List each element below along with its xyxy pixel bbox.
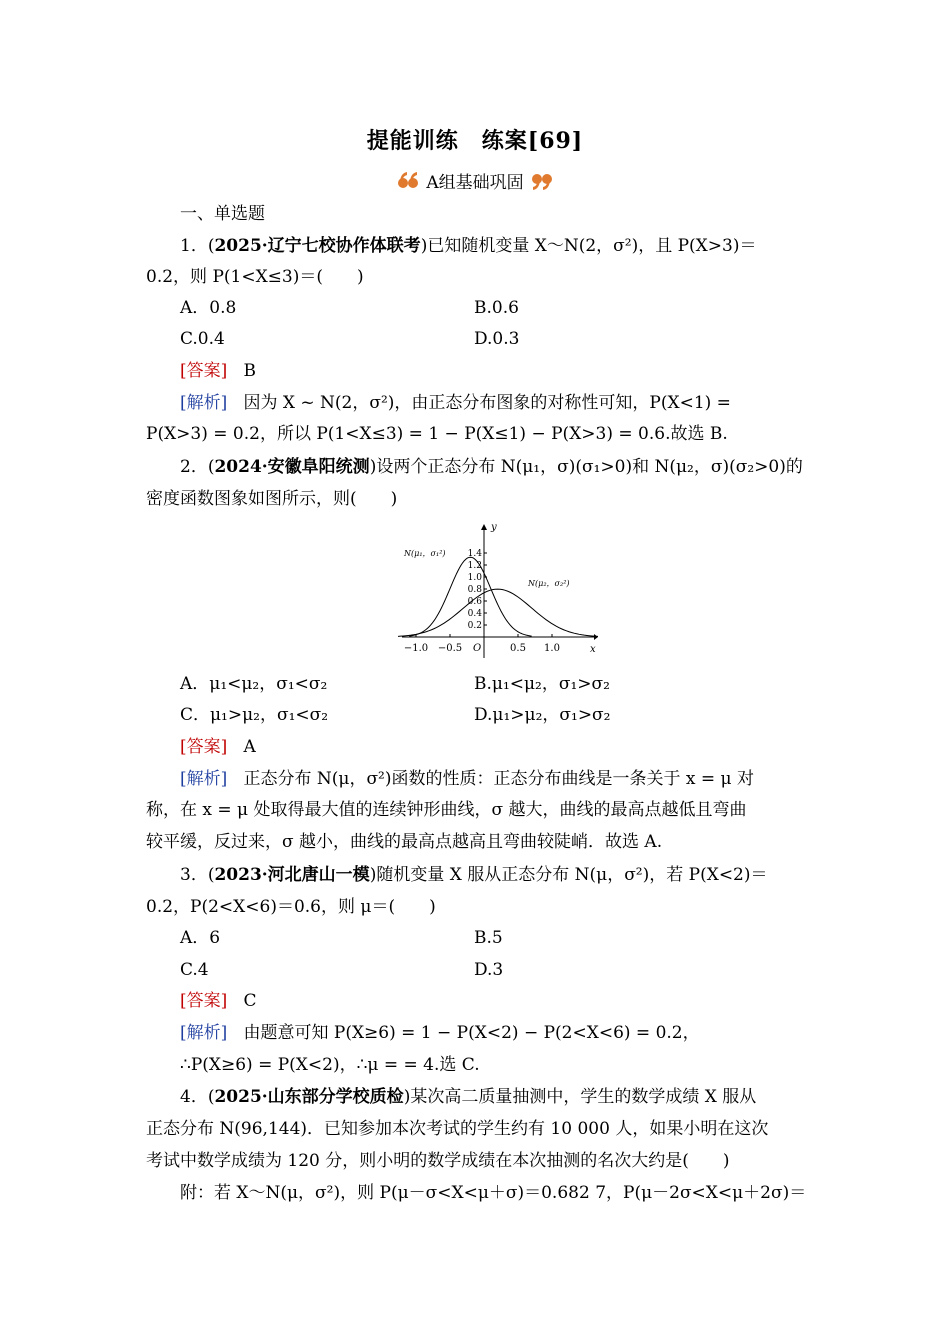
x-axis-label: x bbox=[590, 644, 596, 655]
q2-line1: 2．(2024·安徽阜阳统测)设两个正态分布 N(μ₁，σ)(σ₁>0)和 N(μ₂，σ)(σ₂>0)的 bbox=[180, 457, 803, 477]
q1-source: 2025·辽宁七校协作体联考 bbox=[214, 236, 421, 256]
origin-label: O bbox=[473, 643, 482, 654]
q3-source: 2023·河北唐山一模 bbox=[214, 865, 370, 885]
q2-analysis-line2: 称，在 x = μ 处取得最大值的连续钟形曲线，σ 越大，曲线的最高点越低且弯曲 bbox=[146, 800, 747, 820]
legend-series-1: N(μ₁，σ₁²) bbox=[404, 549, 446, 558]
x-tick-label: 1.0 bbox=[544, 643, 560, 654]
page-title: 提能训练 练案[69] bbox=[366, 128, 584, 154]
group-heading bbox=[0, 168, 950, 193]
q4-source: 2025·山东部分学校质检 bbox=[214, 1087, 404, 1107]
y-tick-label: 0.2 bbox=[467, 621, 482, 631]
q1-option-c: C.0.4 bbox=[180, 329, 225, 349]
q1-analysis-line2: P(X>3) = 0.2，所以 P(1<X≤3) = 1 − P(X≤1) − P(X>3) = 0.6.故选 B. bbox=[146, 424, 728, 444]
q3-analysis-line1: [解析] 由题意可知 P(X≥6) = 1 − P(X<2) − P(2<X<6) = 0.2， bbox=[180, 1023, 700, 1043]
q4-line2: 正态分布 N(96,144)．已知参加本次考试的学生约有 10 000 人，如果小明在这次 bbox=[146, 1119, 769, 1139]
legend-series-2: N(μ₂，σ₂²) bbox=[528, 579, 570, 588]
q4-line3: 考试中数学成绩为 120 分，则小明的数学成绩在本次抽测的名次大约是( ) bbox=[146, 1151, 730, 1171]
y-tick-label: 1.2 bbox=[467, 561, 482, 571]
curve-series-2 bbox=[398, 589, 598, 636]
q2-line2: 密度函数图象如图所示，则( ) bbox=[146, 489, 398, 509]
y-tick-label: 0.6 bbox=[467, 597, 482, 607]
q2-option-a: A．μ₁<μ₂，σ₁<σ₂ bbox=[180, 674, 328, 694]
q3-analysis-line2: ∴P(X≥6) = P(X<2)，∴μ = = 4.选 C. bbox=[180, 1055, 480, 1075]
q3-line2: 0.2，P(2<X<6)＝0.6，则 μ＝( ) bbox=[146, 897, 436, 917]
y-axis-arrow bbox=[481, 524, 487, 530]
x-axis-arrow bbox=[594, 634, 598, 640]
q4-line1: 4．(2025·山东部分学校质检)某次高二质量抽测中，学生的数学成绩 X 服从 bbox=[180, 1087, 757, 1107]
analysis-tag: [解析] bbox=[180, 1023, 228, 1043]
q1-line1: 1．(2025·辽宁七校协作体联考)已知随机变量 X～N(2，σ²)，且 P(X>3)＝ bbox=[180, 236, 757, 256]
q1-answer: [答案] B bbox=[180, 361, 256, 381]
q1-option-b: B.0.6 bbox=[474, 298, 519, 318]
q2-option-c: C．μ₁>μ₂，σ₁<σ₂ bbox=[180, 705, 329, 725]
section-heading: 一、单选题 bbox=[180, 204, 265, 224]
q3-answer: [答案] C bbox=[180, 991, 257, 1011]
q3-line1: 3．(2023·河北唐山一模)随机变量 X 服从正态分布 N(μ，σ²)，若 P(X<2)＝ bbox=[180, 865, 768, 885]
analysis-tag: [解析] bbox=[180, 769, 228, 789]
q2-answer: [答案] A bbox=[180, 737, 256, 757]
y-tick-label: 1.0 bbox=[467, 573, 482, 583]
q3-option-a: A．6 bbox=[180, 928, 221, 948]
x-tick-label: −0.5 bbox=[437, 643, 463, 654]
q3-option-b: B.5 bbox=[474, 928, 503, 948]
q1-option-d: D.0.3 bbox=[474, 329, 520, 349]
q3-option-c: C.4 bbox=[180, 960, 209, 980]
q1-line2: 0.2，则 P(1<X≤3)＝( ) bbox=[146, 267, 364, 287]
x-tick-label: −1.0 bbox=[403, 643, 429, 654]
analysis-tag: [解析] bbox=[180, 393, 228, 413]
q3-option-d: D.3 bbox=[474, 960, 504, 980]
q4-line4: 附：若 X～N(μ，σ²)，则 P(μ－σ<X<μ＋σ)＝0.682 7，P(μ－2σ<X<μ＋2σ)＝ bbox=[180, 1183, 807, 1203]
q2-option-b: B.μ₁<μ₂，σ₁>σ₂ bbox=[474, 674, 610, 694]
normal-distribution-chart bbox=[398, 520, 598, 660]
y-tick-label: 0.8 bbox=[467, 585, 482, 595]
y-tick-label: 1.4 bbox=[467, 549, 482, 559]
q1-analysis-line1: [解析] 因为 X ~ N(2，σ²)，由正态分布图象的对称性可知，P(X<1) = bbox=[180, 393, 731, 413]
answer-tag: [答案] bbox=[180, 991, 228, 1011]
close-quote-icon bbox=[531, 171, 553, 191]
q2-analysis-line3: 较平缓，反过来，σ 越小，曲线的最高点越高且弯曲较陡峭．故选 A. bbox=[146, 832, 663, 852]
q2-source: 2024·安徽阜阳统测 bbox=[214, 457, 370, 477]
y-axis-label: y bbox=[491, 522, 497, 533]
q1-option-a: A．0.8 bbox=[180, 298, 237, 318]
open-quote-icon bbox=[397, 171, 419, 191]
answer-tag: [答案] bbox=[180, 737, 228, 757]
q2-analysis-line1: [解析] 正态分布 N(μ，σ²)函数的性质：正态分布曲线是一条关于 x = μ 对 bbox=[180, 769, 754, 789]
group-label: A组基础巩固 bbox=[426, 173, 524, 193]
q2-option-d: D.μ₁>μ₂，σ₁>σ₂ bbox=[474, 705, 611, 725]
x-tick-label: 0.5 bbox=[510, 643, 526, 654]
answer-tag: [答案] bbox=[180, 361, 228, 381]
y-tick-label: 0.4 bbox=[467, 609, 482, 619]
